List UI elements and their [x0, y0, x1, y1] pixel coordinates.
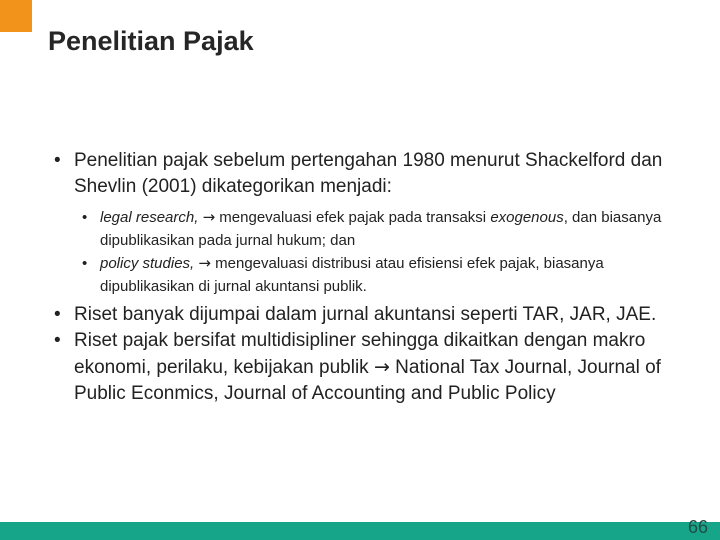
bullet-research-categories	[54, 148, 674, 200]
term-exogenous: exogenous	[490, 209, 564, 226]
sub-bullet-policy-studies	[82, 252, 674, 298]
arrow-right-icon: →	[198, 254, 211, 272]
bullet-dot: •	[82, 209, 88, 226]
page-number: 66	[687, 517, 708, 537]
slide-title: Penelitian Pajak	[48, 26, 254, 56]
bullet-text-journals: National Tax Journal, Journal of Public Econmics, Journal of Accounting and Public Policy	[74, 357, 661, 404]
sub-bullet-text: mengevaluasi efek pajak pada transaksi	[215, 209, 491, 226]
sub-bullet-text-end: , dan biasanya dipublikasikan pada jurnal hukum; dan	[100, 209, 662, 249]
bullet-text: Penelitian pajak sebelum pertengahan 1980 menurut Shackelford dan Shevlin (2001) dikategorikan menjadi:	[74, 150, 663, 197]
bullet-accounting-journals	[54, 302, 674, 328]
bullet-multidisciplinary	[54, 328, 674, 407]
term-legal-research: legal research,	[100, 209, 199, 226]
slide-content	[54, 148, 674, 407]
arrow-right-icon: →	[373, 356, 390, 378]
term-policy-studies: policy studies,	[100, 255, 195, 272]
bullet-dot: •	[54, 150, 61, 171]
bullet-text: Riset banyak dijumpai dalam jurnal akuntansi seperti TAR, JAR, JAE.	[74, 304, 657, 325]
bullet-dot: •	[54, 304, 61, 325]
bullet-dot: •	[54, 330, 61, 351]
bullet-dot: •	[82, 255, 88, 272]
bottom-bar	[0, 522, 720, 540]
sub-bullet-text: mengevaluasi distribusi atau efisiensi efek pajak, biasanya dipublikasikan di jurnal akuntansi publik.	[100, 255, 604, 295]
bullet-text: Riset pajak bersifat multidisipliner sehingga dikaitkan dengan makro ekonomi, perilaku, kebijakan publik	[74, 330, 646, 378]
arrow-right-icon: →	[202, 208, 216, 226]
accent-square	[0, 0, 32, 32]
sub-bullet-legal-research	[82, 206, 674, 252]
